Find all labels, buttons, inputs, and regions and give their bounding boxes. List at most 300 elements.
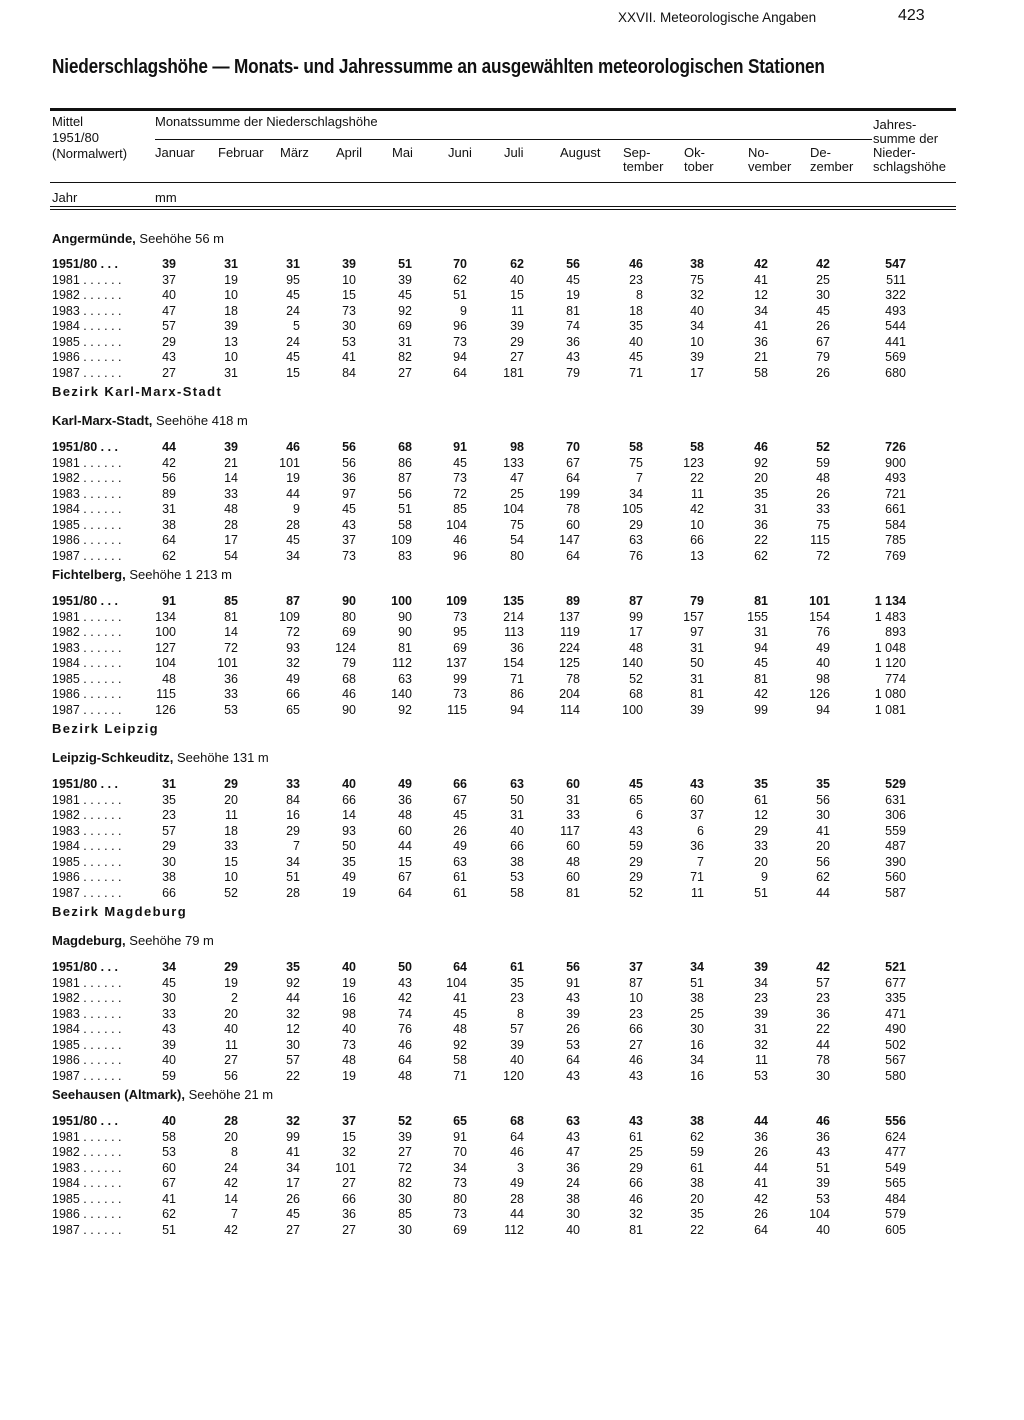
month-value-cell: 53 (816, 1192, 830, 1206)
month-value-cell: 40 (162, 1053, 176, 1067)
month-value-cell: 29 (162, 335, 176, 349)
month-value-cell: 126 (809, 687, 830, 701)
month-value-cell: 26 (816, 366, 830, 380)
month-value-cell: 91 (566, 976, 580, 990)
month-value-cell: 40 (629, 335, 643, 349)
month-value-cell: 36 (510, 641, 524, 655)
month-value-cell: 104 (809, 1207, 830, 1221)
month-value-cell: 31 (690, 672, 704, 686)
table-row (50, 549, 956, 563)
month-value-cell: 48 (162, 672, 176, 686)
year-cell: 1984 . . . . . . (52, 656, 122, 670)
month-value-cell: 38 (690, 1176, 704, 1190)
month-value-cell: 35 (342, 855, 356, 869)
month-value-cell: 79 (342, 656, 356, 670)
header-rule (50, 182, 956, 183)
month-value-cell: 43 (162, 1022, 176, 1036)
month-value-cell: 120 (503, 1069, 524, 1083)
month-value-cell: 11 (691, 886, 704, 900)
month-value-cell: 38 (690, 1114, 704, 1128)
month-value-cell: 36 (342, 1207, 356, 1221)
month-value-cell: 44 (816, 886, 830, 900)
station-name: Leipzig-Schkeuditz, (52, 750, 174, 765)
month-value-cell: 39 (690, 703, 704, 717)
month-value-cell: 62 (816, 870, 830, 884)
month-value-cell: 46 (342, 687, 356, 701)
annual-sum-cell: 521 (885, 960, 906, 974)
month-value-cell: 85 (453, 502, 467, 516)
annual-sum-cell: 569 (885, 350, 906, 364)
station-name: Angermünde, (52, 231, 136, 246)
month-value-cell: 48 (224, 502, 238, 516)
month-value-cell: 3 (517, 1161, 524, 1175)
month-value-cell: 45 (453, 808, 467, 822)
annual-sum-cell: 677 (885, 976, 906, 990)
table-row (50, 456, 956, 470)
month-value-cell: 53 (510, 870, 524, 884)
month-value-cell: 40 (816, 1223, 830, 1237)
month-value-cell: 40 (224, 1022, 238, 1036)
month-value-cell: 42 (224, 1176, 238, 1190)
month-value-cell: 57 (162, 319, 176, 333)
month-value-cell: 41 (162, 1192, 176, 1206)
month-value-cell: 30 (816, 808, 830, 822)
month-value-cell: 25 (816, 273, 830, 287)
month-value-cell: 39 (566, 1007, 580, 1021)
month-value-cell: 45 (342, 502, 356, 516)
month-value-cell: 204 (559, 687, 580, 701)
month-value-cell: 68 (342, 672, 356, 686)
annual-sum-cell: 529 (885, 777, 906, 791)
month-value-cell: 26 (453, 824, 467, 838)
month-value-cell: 94 (754, 641, 768, 655)
month-value-cell: 65 (629, 793, 643, 807)
month-value-cell: 54 (510, 533, 524, 547)
month-value-cell: 43 (566, 1130, 580, 1144)
month-value-cell: 64 (566, 549, 580, 563)
month-value-cell: 14 (224, 471, 238, 485)
month-value-cell: 53 (754, 1069, 768, 1083)
month-value-cell: 25 (510, 487, 524, 501)
month-value-cell: 49 (398, 777, 412, 791)
month-value-cell: 73 (453, 1207, 467, 1221)
month-value-cell: 27 (342, 1176, 356, 1190)
month-value-cell: 61 (629, 1130, 643, 1144)
month-value-cell: 11 (225, 808, 238, 822)
month-value-cell: 15 (224, 855, 238, 869)
year-cell: 1981 . . . . . . (52, 793, 122, 807)
month-value-cell: 181 (503, 366, 524, 380)
year-cell: 1987 . . . . . . (52, 366, 122, 380)
month-value-cell: 30 (566, 1207, 580, 1221)
month-value-cell: 18 (629, 304, 643, 318)
month-oktober-2: tober (684, 159, 714, 174)
month-value-cell: 73 (342, 304, 356, 318)
month-value-cell: 49 (816, 641, 830, 655)
month-value-cell: 24 (566, 1176, 580, 1190)
month-value-cell: 43 (566, 1069, 580, 1083)
station-altitude: Seehöhe 56 m (139, 231, 224, 246)
unit-label: mm (155, 190, 177, 205)
year-cell: 1985 . . . . . . (52, 1192, 122, 1206)
month-value-cell: 87 (629, 594, 643, 608)
month-value-cell: 99 (629, 610, 643, 624)
month-value-cell: 66 (629, 1176, 643, 1190)
month-value-cell: 7 (231, 1207, 238, 1221)
month-value-cell: 20 (224, 1007, 238, 1021)
month-value-cell: 51 (398, 502, 412, 516)
month-value-cell: 20 (224, 793, 238, 807)
month-value-cell: 60 (162, 1161, 176, 1175)
month-value-cell: 19 (224, 273, 238, 287)
month-value-cell: 34 (286, 549, 300, 563)
month-oktober-1: Ok- (684, 145, 705, 160)
station-heading (52, 413, 248, 428)
month-november-1: No- (748, 145, 769, 160)
year-cell: 1986 . . . . . . (52, 533, 122, 547)
month-value-cell: 75 (629, 456, 643, 470)
month-value-cell: 68 (398, 440, 412, 454)
month-value-cell: 72 (453, 487, 467, 501)
month-value-cell: 56 (566, 257, 580, 271)
month-value-cell: 59 (690, 1145, 704, 1159)
month-value-cell: 9 (460, 304, 467, 318)
year-cell: 1951/80 . . . (52, 440, 119, 454)
month-value-cell: 62 (162, 549, 176, 563)
month-value-cell: 26 (816, 319, 830, 333)
month-november-2: vember (748, 159, 792, 174)
annual-sum-cell: 785 (885, 533, 906, 547)
month-value-cell: 92 (453, 1038, 467, 1052)
body-rule-1 (50, 206, 956, 207)
month-value-cell: 92 (286, 976, 300, 990)
year-cell: 1986 . . . . . . (52, 1053, 122, 1067)
month-value-cell: 72 (286, 625, 300, 639)
month-value-cell: 53 (224, 703, 238, 717)
month-value-cell: 25 (629, 1145, 643, 1159)
month-value-cell: 125 (559, 656, 580, 670)
month-value-cell: 154 (503, 656, 524, 670)
month-value-cell: 6 (636, 808, 643, 822)
month-value-cell: 31 (754, 625, 768, 639)
month-value-cell: 35 (816, 777, 830, 791)
month-value-cell: 74 (566, 319, 580, 333)
month-value-cell: 26 (566, 1022, 580, 1036)
annual-sum-cell: 605 (885, 1223, 906, 1237)
table-row (50, 518, 956, 532)
month-value-cell: 29 (162, 839, 176, 853)
month-value-cell: 104 (446, 976, 467, 990)
month-value-cell: 66 (510, 839, 524, 853)
year-cell: 1951/80 . . . (52, 257, 119, 271)
station-name: Magdeburg, (52, 933, 126, 948)
year-cell: 1986 . . . . . . (52, 1207, 122, 1221)
month-value-cell: 137 (446, 656, 467, 670)
month-value-cell: 23 (754, 991, 768, 1005)
month-value-cell: 22 (690, 1223, 704, 1237)
month-value-cell: 31 (398, 335, 412, 349)
month-value-cell: 56 (162, 471, 176, 485)
month-value-cell: 44 (398, 839, 412, 853)
month-value-cell: 140 (391, 687, 412, 701)
table-row (50, 793, 956, 807)
month-value-cell: 79 (690, 594, 704, 608)
month-september-1: Sep- (623, 145, 651, 160)
month-value-cell: 48 (566, 855, 580, 869)
month-value-cell: 32 (286, 1114, 300, 1128)
month-value-cell: 46 (398, 1038, 412, 1052)
month-value-cell: 66 (342, 793, 356, 807)
month-value-cell: 134 (155, 610, 176, 624)
month-value-cell: 45 (286, 350, 300, 364)
month-value-cell: 23 (162, 808, 176, 822)
month-value-cell: 45 (566, 273, 580, 287)
month-value-cell: 69 (453, 1223, 467, 1237)
stub-label-3: (Normalwert) (52, 146, 128, 161)
table-row (50, 610, 956, 624)
month-value-cell: 63 (398, 672, 412, 686)
annual-label-2: summe der (873, 131, 939, 146)
month-value-cell: 53 (162, 1145, 176, 1159)
month-value-cell: 10 (629, 991, 643, 1005)
annual-sum-cell: 567 (885, 1053, 906, 1067)
month-value-cell: 15 (510, 288, 524, 302)
month-value-cell: 27 (629, 1038, 643, 1052)
month-value-cell: 52 (629, 886, 643, 900)
month-value-cell: 96 (453, 549, 467, 563)
month-value-cell: 23 (629, 273, 643, 287)
station-altitude: Seehöhe 1 213 m (129, 567, 232, 582)
month-value-cell: 39 (510, 319, 524, 333)
month-value-cell: 42 (754, 687, 768, 701)
month-value-cell: 35 (754, 487, 768, 501)
table-row (50, 1022, 956, 1036)
annual-sum-cell: 477 (885, 1145, 906, 1159)
annual-sum-cell: 680 (885, 366, 906, 380)
annual-sum-cell: 587 (885, 886, 906, 900)
month-value-cell: 64 (510, 1130, 524, 1144)
month-value-cell: 42 (690, 502, 704, 516)
month-value-cell: 10 (342, 273, 356, 287)
month-value-cell: 37 (342, 1114, 356, 1128)
month-value-cell: 48 (342, 1053, 356, 1067)
month-value-cell: 46 (629, 1192, 643, 1206)
month-value-cell: 43 (566, 350, 580, 364)
group-label: Monatssumme der Niederschlagshöhe (155, 114, 378, 129)
month-value-cell: 63 (453, 855, 467, 869)
month-value-cell: 57 (286, 1053, 300, 1067)
year-cell: 1982 . . . . . . (52, 288, 122, 302)
month-value-cell: 43 (162, 350, 176, 364)
month-value-cell: 73 (342, 549, 356, 563)
month-value-cell: 30 (398, 1223, 412, 1237)
table-row (50, 839, 956, 853)
month-value-cell: 28 (224, 1114, 238, 1128)
month-value-cell: 70 (453, 257, 467, 271)
month-value-cell: 28 (510, 1192, 524, 1206)
month-value-cell: 43 (629, 1114, 643, 1128)
month-value-cell: 34 (754, 304, 768, 318)
year-cell: 1987 . . . . . . (52, 703, 122, 717)
month-value-cell: 75 (510, 518, 524, 532)
table-row (50, 1007, 956, 1021)
month-value-cell: 98 (816, 672, 830, 686)
year-cell: 1987 . . . . . . (52, 886, 122, 900)
month-value-cell: 92 (754, 456, 768, 470)
annual-sum-cell: 774 (885, 672, 906, 686)
month-value-cell: 26 (286, 1192, 300, 1206)
month-value-cell: 62 (754, 549, 768, 563)
annual-sum-cell: 487 (885, 839, 906, 853)
table-row (50, 855, 956, 869)
month-value-cell: 31 (224, 257, 238, 271)
month-value-cell: 61 (510, 960, 524, 974)
month-value-cell: 56 (566, 960, 580, 974)
table-row (50, 273, 956, 287)
month-value-cell: 66 (342, 1192, 356, 1206)
month-value-cell: 30 (398, 1192, 412, 1206)
table-row (50, 1130, 956, 1144)
month-value-cell: 15 (286, 366, 300, 380)
month-value-cell: 38 (566, 1192, 580, 1206)
year-cell: 1981 . . . . . . (52, 456, 122, 470)
year-cell: 1987 . . . . . . (52, 1069, 122, 1083)
month-value-cell: 40 (690, 304, 704, 318)
month-value-cell: 73 (453, 1176, 467, 1190)
month-value-cell: 18 (224, 304, 238, 318)
month-value-cell: 37 (629, 960, 643, 974)
month-value-cell: 64 (162, 533, 176, 547)
station-altitude: Seehöhe 21 m (188, 1087, 274, 1102)
month-value-cell: 42 (754, 257, 768, 271)
month-value-cell: 26 (754, 1145, 768, 1159)
month-value-cell: 23 (816, 991, 830, 1005)
month-value-cell: 97 (690, 625, 704, 639)
annual-sum-cell: 1 080 (874, 687, 906, 701)
month-value-cell: 63 (510, 777, 524, 791)
month-value-cell: 135 (503, 594, 524, 608)
month-value-cell: 18 (224, 824, 238, 838)
page-number: 423 (898, 7, 925, 24)
year-cell: 1951/80 . . . (52, 777, 119, 791)
stub-label-2: 1951/80 (52, 130, 99, 145)
month-value-cell: 99 (286, 1130, 300, 1144)
month-value-cell: 41 (453, 991, 467, 1005)
month-value-cell: 46 (629, 1053, 643, 1067)
month-value-cell: 52 (816, 440, 830, 454)
month-value-cell: 19 (566, 288, 580, 302)
month-value-cell: 22 (286, 1069, 300, 1083)
month-value-cell: 45 (629, 777, 643, 791)
district-heading: Bezirk Leipzig (52, 721, 160, 736)
month-value-cell: 66 (162, 886, 176, 900)
month-value-cell: 90 (398, 610, 412, 624)
table-row (50, 304, 956, 318)
month-value-cell: 51 (816, 1161, 830, 1175)
column-headers (50, 111, 956, 206)
month-value-cell: 59 (816, 456, 830, 470)
year-cell: 1982 . . . . . . (52, 1145, 122, 1159)
month-value-cell: 30 (342, 319, 356, 333)
annual-sum-cell: 549 (885, 1161, 906, 1175)
month-value-cell: 76 (398, 1022, 412, 1036)
month-value-cell: 44 (286, 991, 300, 1005)
month-value-cell: 62 (162, 1207, 176, 1221)
month-value-cell: 40 (342, 777, 356, 791)
month-value-cell: 36 (754, 518, 768, 532)
month-value-cell: 44 (286, 487, 300, 501)
month-value-cell: 48 (453, 1022, 467, 1036)
month-value-cell: 27 (342, 1223, 356, 1237)
month-value-cell: 68 (629, 687, 643, 701)
station-altitude: Seehöhe 131 m (176, 750, 269, 765)
month-value-cell: 15 (398, 855, 412, 869)
table-row (50, 991, 956, 1005)
year-cell: 1986 . . . . . . (52, 687, 122, 701)
annual-sum-cell: 580 (885, 1069, 906, 1083)
annual-sum-cell: 502 (885, 1038, 906, 1052)
month-value-cell: 38 (162, 870, 176, 884)
month-value-cell: 81 (566, 886, 580, 900)
table-row (50, 672, 956, 686)
month-value-cell: 154 (809, 610, 830, 624)
station-heading (52, 567, 232, 582)
month-value-cell: 33 (566, 808, 580, 822)
month-value-cell: 90 (342, 703, 356, 717)
annual-sum-cell: 1 483 (874, 610, 906, 624)
month-value-cell: 33 (224, 687, 238, 701)
month-value-cell: 28 (286, 886, 300, 900)
document-title: Niederschlagshöhe — Monats- und Jahressumme an ausgewählten meteorologischen Stationen (52, 56, 825, 78)
month-value-cell: 92 (398, 304, 412, 318)
year-cell: 1985 . . . . . . (52, 518, 122, 532)
month-value-cell: 23 (629, 1007, 643, 1021)
month-value-cell: 155 (747, 610, 768, 624)
annual-sum-cell: 1 134 (874, 594, 906, 608)
month-value-cell: 38 (690, 991, 704, 1005)
month-value-cell: 93 (342, 824, 356, 838)
month-value-cell: 33 (816, 502, 830, 516)
month-value-cell: 27 (162, 366, 176, 380)
month-value-cell: 10 (224, 870, 238, 884)
annual-sum-cell: 584 (885, 518, 906, 532)
month-value-cell: 19 (286, 471, 300, 485)
month-value-cell: 52 (224, 886, 238, 900)
annual-sum-cell: 547 (885, 257, 906, 271)
table-row (50, 870, 956, 884)
month-value-cell: 29 (510, 335, 524, 349)
station-heading (52, 231, 224, 246)
month-value-cell: 42 (224, 1223, 238, 1237)
month-value-cell: 31 (162, 502, 176, 516)
month-value-cell: 44 (754, 1161, 768, 1175)
precipitation-table-header (50, 108, 956, 210)
month-value-cell: 46 (816, 1114, 830, 1128)
month-value-cell: 65 (453, 1114, 467, 1128)
month-value-cell: 41 (754, 1176, 768, 1190)
month-value-cell: 9 (761, 870, 768, 884)
table-row (50, 335, 956, 349)
month-value-cell: 48 (398, 1069, 412, 1083)
month-value-cell: 69 (453, 641, 467, 655)
page-header (0, 8, 1024, 28)
month-value-cell: 95 (286, 273, 300, 287)
table-row (50, 1145, 956, 1159)
annual-label-4: schlagshöhe (873, 159, 946, 174)
month-value-cell: 48 (629, 641, 643, 655)
month-januar: Januar (155, 145, 195, 160)
month-value-cell: 33 (286, 777, 300, 791)
